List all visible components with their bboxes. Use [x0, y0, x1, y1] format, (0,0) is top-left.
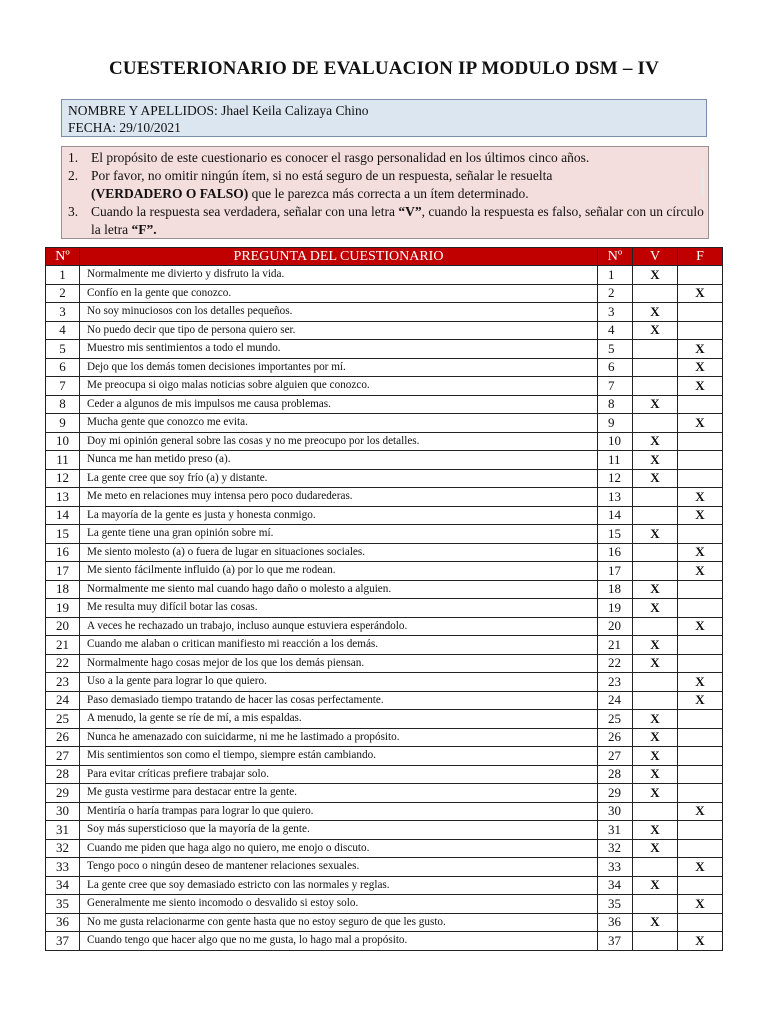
answer-true-cell: X: [633, 525, 678, 544]
row-number: 1: [46, 266, 80, 285]
table-row: [46, 728, 723, 747]
answer-true-cell: X: [633, 636, 678, 655]
table-row: [46, 710, 723, 729]
row-number: 28: [46, 765, 80, 784]
row-number: 18: [46, 580, 80, 599]
answer-false-cell: X: [678, 358, 723, 377]
answer-true-cell: X: [633, 469, 678, 488]
row-number-repeat: 3: [598, 303, 633, 322]
question-text: Generalmente me siento incomodo o desvalido si estoy solo.: [80, 895, 598, 914]
table-row: [46, 821, 723, 840]
table-row: [46, 617, 723, 636]
row-number: 15: [46, 525, 80, 544]
row-number: 20: [46, 617, 80, 636]
answer-false-cell: [678, 710, 723, 729]
row-number: 32: [46, 839, 80, 858]
question-text: Mentiría o haría trampas para lograr lo que quiero.: [80, 802, 598, 821]
table-row: [46, 321, 723, 340]
instruction-text: , cuando la respuesta es falso, señalar con un círculo la letra: [91, 204, 704, 237]
answer-true-cell: X: [633, 599, 678, 618]
row-number: 25: [46, 710, 80, 729]
row-number-repeat: 6: [598, 358, 633, 377]
answer-true-cell: X: [633, 765, 678, 784]
row-number-repeat: 7: [598, 377, 633, 396]
row-number-repeat: 32: [598, 839, 633, 858]
table-row: [46, 765, 723, 784]
answer-false-cell: [678, 525, 723, 544]
answer-false-cell: [678, 876, 723, 895]
answer-true-cell: [633, 506, 678, 525]
question-text: Dejo que los demás tomen decisiones importantes por mí.: [80, 358, 598, 377]
row-number: 26: [46, 728, 80, 747]
table-row: [46, 858, 723, 877]
row-number-repeat: 35: [598, 895, 633, 914]
answer-true-cell: X: [633, 747, 678, 766]
name-line: NOMBRE Y APELLIDOS: Jhael Keila Calizaya Chino: [68, 103, 369, 118]
row-number-repeat: 19: [598, 599, 633, 618]
row-number-repeat: 34: [598, 876, 633, 895]
row-number-repeat: 21: [598, 636, 633, 655]
answer-false-cell: X: [678, 691, 723, 710]
answer-false-cell: X: [678, 673, 723, 692]
question-text: Confío en la gente que conozco.: [80, 284, 598, 303]
answer-false-cell: [678, 266, 723, 285]
instruction-text: El propósito de este cuestionario es conocer el rasgo personalidad en los últimos cinco años.: [91, 150, 590, 165]
answer-true-cell: X: [633, 432, 678, 451]
table-row: [46, 469, 723, 488]
table-row: [46, 895, 723, 914]
row-number-repeat: 24: [598, 691, 633, 710]
answer-true-cell: X: [633, 580, 678, 599]
answer-true-cell: X: [633, 710, 678, 729]
question-text: Me siento molesto (a) o fuera de lugar en situaciones sociales.: [80, 543, 598, 562]
table-row: [46, 599, 723, 618]
answer-false-cell: X: [678, 284, 723, 303]
row-number-repeat: 36: [598, 913, 633, 932]
row-number-repeat: 16: [598, 543, 633, 562]
instruction-bold: “V”: [398, 204, 422, 219]
row-number-repeat: 5: [598, 340, 633, 359]
instruction-item: [68, 203, 704, 239]
table-row: [46, 691, 723, 710]
answer-true-cell: X: [633, 728, 678, 747]
answer-true-cell: [633, 488, 678, 507]
answer-true-cell: [633, 895, 678, 914]
row-number: 22: [46, 654, 80, 673]
row-number: 10: [46, 432, 80, 451]
table-row: [46, 303, 723, 322]
question-text: No me gusta relacionarme con gente hasta que no estoy seguro de que les gusto.: [80, 913, 598, 932]
answer-true-cell: X: [633, 913, 678, 932]
answer-true-cell: X: [633, 303, 678, 322]
question-text: Normalmente hago cosas mejor de los que los demás piensan.: [80, 654, 598, 673]
row-number-repeat: 12: [598, 469, 633, 488]
instruction-bold: “F”.: [131, 222, 157, 237]
row-number: 7: [46, 377, 80, 396]
instruction-bold: (VERDADERO O FALSO): [91, 186, 249, 201]
answer-true-cell: [633, 562, 678, 581]
header-question: PREGUNTA DEL CUESTIONARIO: [80, 248, 598, 266]
table-row: [46, 266, 723, 285]
answer-false-cell: [678, 821, 723, 840]
row-number: 2: [46, 284, 80, 303]
answer-true-cell: X: [633, 395, 678, 414]
row-number: 21: [46, 636, 80, 655]
row-number: 31: [46, 821, 80, 840]
answer-true-cell: [633, 691, 678, 710]
table-body: [46, 266, 723, 951]
question-text: Uso a la gente para lograr lo que quiero.: [80, 673, 598, 692]
question-text: Paso demasiado tiempo tratando de hacer las cosas perfectamente.: [80, 691, 598, 710]
answer-true-cell: X: [633, 876, 678, 895]
row-number-repeat: 26: [598, 728, 633, 747]
table-row: [46, 358, 723, 377]
row-number: 35: [46, 895, 80, 914]
answer-false-cell: [678, 451, 723, 470]
row-number-repeat: 14: [598, 506, 633, 525]
question-text: La gente tiene una gran opinión sobre mí.: [80, 525, 598, 544]
table-row: [46, 284, 723, 303]
answer-true-cell: X: [633, 451, 678, 470]
answer-true-cell: [633, 858, 678, 877]
table-row: [46, 562, 723, 581]
answer-false-cell: X: [678, 617, 723, 636]
row-number: 14: [46, 506, 80, 525]
row-number-repeat: 1: [598, 266, 633, 285]
row-number-repeat: 20: [598, 617, 633, 636]
instruction-item: [68, 149, 704, 167]
answer-true-cell: [633, 340, 678, 359]
row-number: 33: [46, 858, 80, 877]
row-number: 34: [46, 876, 80, 895]
row-number: 29: [46, 784, 80, 803]
question-text: A menudo, la gente se ríe de mí, a mis espaldas.: [80, 710, 598, 729]
answer-false-cell: X: [678, 543, 723, 562]
row-number-repeat: 31: [598, 821, 633, 840]
answer-true-cell: X: [633, 321, 678, 340]
header-false: F: [678, 248, 723, 266]
answer-false-cell: [678, 469, 723, 488]
row-number: 37: [46, 932, 80, 951]
answer-true-cell: [633, 543, 678, 562]
question-text: Me resulta muy difícil botar las cosas.: [80, 599, 598, 618]
table-row: [46, 636, 723, 655]
answer-false-cell: X: [678, 802, 723, 821]
row-number-repeat: 18: [598, 580, 633, 599]
row-number: 13: [46, 488, 80, 507]
instruction-number: 2.: [68, 168, 79, 183]
row-number: 6: [46, 358, 80, 377]
instruction-text: que le parezca más correcta a un ítem determinado.: [248, 186, 529, 201]
question-text: La mayoría de la gente es justa y honesta conmigo.: [80, 506, 598, 525]
row-number: 4: [46, 321, 80, 340]
question-text: Mucha gente que conozco me evita.: [80, 414, 598, 433]
table-row: [46, 839, 723, 858]
answer-true-cell: [633, 414, 678, 433]
answer-true-cell: [633, 802, 678, 821]
answer-false-cell: X: [678, 895, 723, 914]
table-row: [46, 451, 723, 470]
table-row: [46, 802, 723, 821]
answer-false-cell: [678, 747, 723, 766]
table-row: [46, 876, 723, 895]
row-number-repeat: 9: [598, 414, 633, 433]
question-text: Normalmente me divierto y disfruto la vida.: [80, 266, 598, 285]
row-number: 3: [46, 303, 80, 322]
row-number: 19: [46, 599, 80, 618]
instruction-number: 1.: [68, 150, 79, 165]
answer-true-cell: [633, 377, 678, 396]
row-number-repeat: 13: [598, 488, 633, 507]
question-text: Me gusta vestirme para destacar entre la gente.: [80, 784, 598, 803]
answer-false-cell: [678, 395, 723, 414]
header-num2: Nº: [598, 248, 633, 266]
answer-true-cell: X: [633, 654, 678, 673]
instructions-list: [68, 149, 704, 239]
instruction-text: Cuando la respuesta sea verdadera, señalar con una letra: [91, 204, 399, 219]
answer-false-cell: X: [678, 377, 723, 396]
answer-true-cell: [633, 284, 678, 303]
question-text: Normalmente me siento mal cuando hago daño o molesto a alguien.: [80, 580, 598, 599]
row-number-repeat: 27: [598, 747, 633, 766]
row-number-repeat: 2: [598, 284, 633, 303]
row-number: 30: [46, 802, 80, 821]
row-number: 27: [46, 747, 80, 766]
answer-true-cell: X: [633, 266, 678, 285]
answer-false-cell: [678, 839, 723, 858]
question-text: Ceder a algunos de mis impulsos me causa problemas.: [80, 395, 598, 414]
answer-true-cell: X: [633, 839, 678, 858]
answer-false-cell: [678, 636, 723, 655]
question-text: Doy mi opinión general sobre las cosas y no me preocupo por los detalles.: [80, 432, 598, 451]
table-header-row: [46, 248, 723, 266]
table-row: [46, 747, 723, 766]
instruction-item: [68, 167, 704, 203]
instructions-box: [61, 146, 709, 239]
answer-false-cell: [678, 784, 723, 803]
table-row: [46, 580, 723, 599]
question-text: La gente cree que soy demasiado estricto con las normales y reglas.: [80, 876, 598, 895]
answer-false-cell: X: [678, 562, 723, 581]
answer-false-cell: [678, 599, 723, 618]
row-number: 5: [46, 340, 80, 359]
answer-true-cell: [633, 617, 678, 636]
row-number: 8: [46, 395, 80, 414]
row-number-repeat: 11: [598, 451, 633, 470]
header-true: V: [633, 248, 678, 266]
row-number-repeat: 4: [598, 321, 633, 340]
row-number-repeat: 17: [598, 562, 633, 581]
document-title: CUESTERIONARIO DE EVALUACION IP MODULO DSM – IV: [108, 58, 660, 79]
row-number-repeat: 15: [598, 525, 633, 544]
answer-false-cell: X: [678, 488, 723, 507]
table-row: [46, 506, 723, 525]
row-number: 23: [46, 673, 80, 692]
question-text: A veces he rechazado un trabajo, incluso aunque estuviera esperándolo.: [80, 617, 598, 636]
question-text: Me preocupa si oigo malas noticias sobre alguien que conozco.: [80, 377, 598, 396]
row-number-repeat: 25: [598, 710, 633, 729]
table-row: [46, 784, 723, 803]
question-text: La gente cree que soy frío (a) y distante.: [80, 469, 598, 488]
instruction-text: Por favor, no omitir ningún ítem, si no está seguro de un respuesta, señalar le resuelta: [91, 168, 553, 183]
question-text: Cuando me alaban o critican manifiesto mi reacción a los demás.: [80, 636, 598, 655]
row-number: 11: [46, 451, 80, 470]
row-number: 36: [46, 913, 80, 932]
table-row: [46, 913, 723, 932]
question-text: Cuando me piden que haga algo no quiero, me enojo o discuto.: [80, 839, 598, 858]
row-number-repeat: 37: [598, 932, 633, 951]
instruction-number: 3.: [68, 204, 79, 219]
header-num: Nº: [46, 248, 80, 266]
answer-false-cell: [678, 913, 723, 932]
table-row: [46, 673, 723, 692]
questionnaire-table: [45, 247, 723, 951]
question-text: Soy más supersticioso que la mayoría de la gente.: [80, 821, 598, 840]
table-row: [46, 414, 723, 433]
row-number-repeat: 22: [598, 654, 633, 673]
table-row: [46, 432, 723, 451]
question-text: Para evitar críticas prefiere trabajar solo.: [80, 765, 598, 784]
answer-false-cell: X: [678, 414, 723, 433]
answer-false-cell: X: [678, 506, 723, 525]
table-row: [46, 543, 723, 562]
answer-false-cell: [678, 654, 723, 673]
row-number: 17: [46, 562, 80, 581]
question-text: No puedo decir que tipo de persona quiero ser.: [80, 321, 598, 340]
date-line: FECHA: 29/10/2021: [68, 120, 181, 135]
answer-true-cell: [633, 358, 678, 377]
table-row: [46, 654, 723, 673]
table-row: [46, 488, 723, 507]
row-number-repeat: 29: [598, 784, 633, 803]
table-row: [46, 395, 723, 414]
row-number: 16: [46, 543, 80, 562]
question-text: Muestro mis sentimientos a todo el mundo.: [80, 340, 598, 359]
row-number-repeat: 30: [598, 802, 633, 821]
answer-false-cell: [678, 432, 723, 451]
answer-false-cell: [678, 728, 723, 747]
row-number-repeat: 10: [598, 432, 633, 451]
question-text: Mis sentimientos son como el tiempo, siempre están cambiando.: [80, 747, 598, 766]
answer-false-cell: [678, 303, 723, 322]
row-number-repeat: 33: [598, 858, 633, 877]
row-number: 12: [46, 469, 80, 488]
question-text: Nunca me han metido preso (a).: [80, 451, 598, 470]
row-number-repeat: 23: [598, 673, 633, 692]
answer-true-cell: [633, 932, 678, 951]
row-number: 9: [46, 414, 80, 433]
respondent-info-box: [61, 99, 707, 137]
row-number: 24: [46, 691, 80, 710]
table-row: [46, 340, 723, 359]
question-text: Me siento fácilmente influido (a) por lo que me rodean.: [80, 562, 598, 581]
row-number-repeat: 28: [598, 765, 633, 784]
answer-false-cell: [678, 321, 723, 340]
table-row: [46, 525, 723, 544]
question-text: No soy minuciosos con los detalles pequeños.: [80, 303, 598, 322]
answer-false-cell: X: [678, 932, 723, 951]
answer-false-cell: X: [678, 858, 723, 877]
answer-false-cell: [678, 765, 723, 784]
table-row: [46, 377, 723, 396]
answer-true-cell: [633, 673, 678, 692]
row-number-repeat: 8: [598, 395, 633, 414]
table-row: [46, 932, 723, 951]
answer-true-cell: X: [633, 784, 678, 803]
answer-false-cell: X: [678, 340, 723, 359]
answer-false-cell: [678, 580, 723, 599]
answer-true-cell: X: [633, 821, 678, 840]
question-text: Tengo poco o ningún deseo de mantener relaciones sexuales.: [80, 858, 598, 877]
question-text: Me meto en relaciones muy intensa pero poco dudarederas.: [80, 488, 598, 507]
question-text: Cuando tengo que hacer algo que no me gusta, lo hago mal a propósito.: [80, 932, 598, 951]
question-text: Nunca he amenazado con suicidarme, ni me he lastimado a propósito.: [80, 728, 598, 747]
